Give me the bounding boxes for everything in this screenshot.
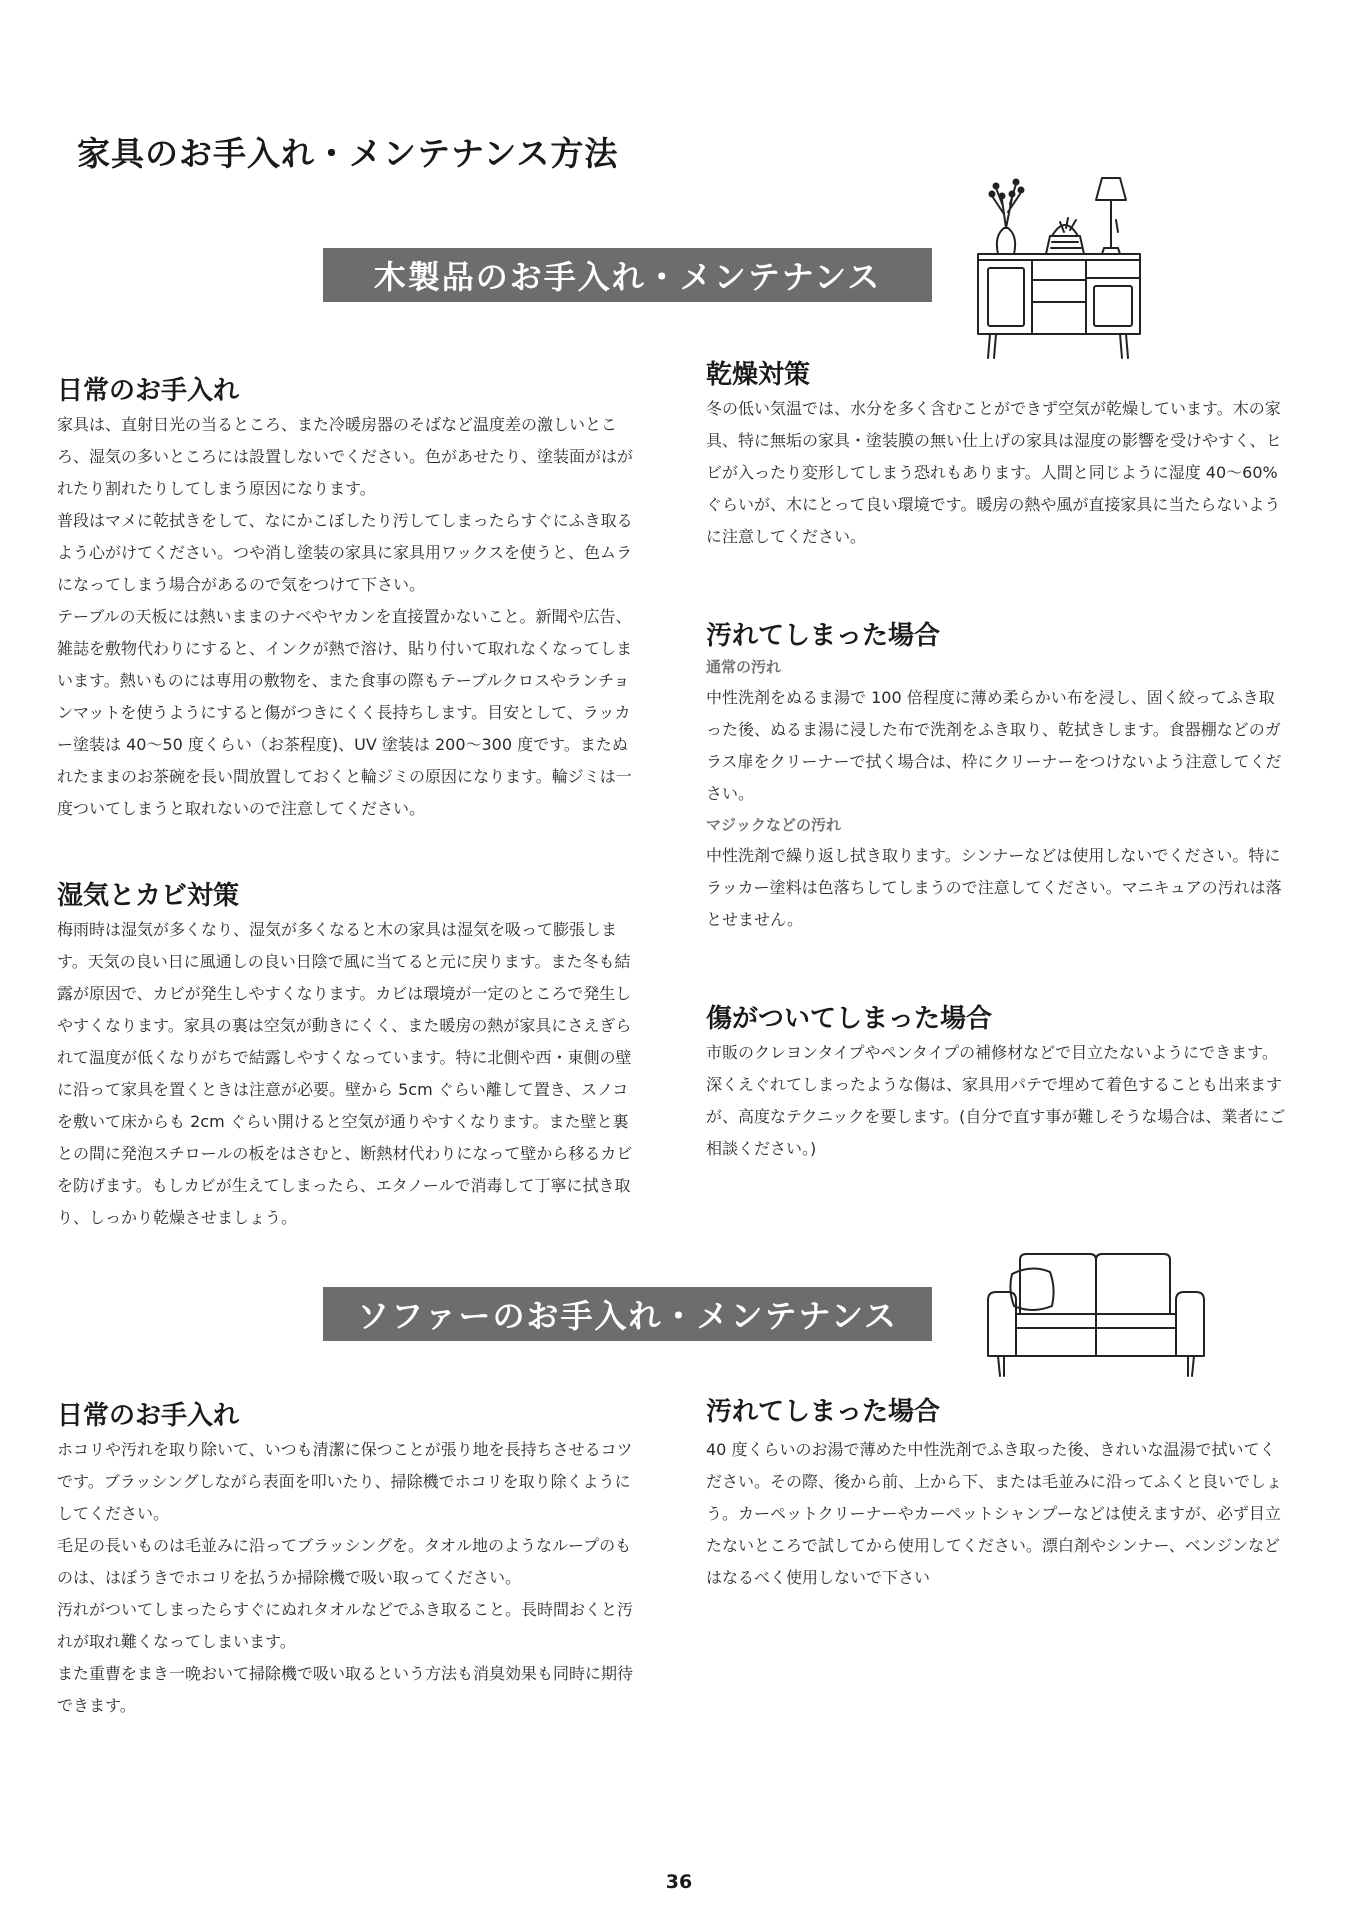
wood-stain-subheading: 通常の汚れ	[706, 658, 782, 676]
sofa-daily-heading: 日常のお手入れ	[57, 1401, 240, 1431]
sideboard-illustration	[960, 170, 1150, 365]
sofa-section-banner: ソファーのお手入れ・メンテナンス	[323, 1287, 932, 1341]
wood-daily-heading: 日常のお手入れ	[57, 376, 240, 406]
sofa-stain-heading: 汚れてしまった場合	[706, 1397, 941, 1427]
wood-stain-heading: 汚れてしまった場合	[706, 621, 941, 651]
wood-scratch-paragraph: 市販のクレヨンタイプやペンタイプの補修材などで目立たないようにできます。深くえぐれてしまったような傷は、家具用パテで埋めて着色することも出来ますが、高度なテクニックを要します。(自分で直す事が難しそうな場合は、業者にご相談ください。)	[706, 1043, 1286, 1158]
page-number: 36	[665, 1871, 693, 1893]
sofa-illustration	[980, 1248, 1220, 1383]
wood-mold-heading: 湿気とカビ対策	[57, 881, 240, 911]
wood-daily-paragraph: 普段はマメに乾拭きをして、なにかこぼしたり汚してしまったらすぐにふき取るよう心がけてください。つや消し塗装の家具に家具用ワックスを使うと、色ムラになってしまう場合があるので気をつけて下さい。	[57, 511, 633, 594]
wood-dry-heading: 乾燥対策	[706, 360, 811, 390]
sofa-daily-paragraph: 汚れがついてしまったらすぐにぬれタオルなどでふき取ること。長時間おくと汚れが取れ難くなってしまいます。	[57, 1600, 634, 1651]
wood-stain-paragraph: 中性洗剤で繰り返し拭き取ります。シンナーなどは使用しないでください。特にラッカー塗料は色落ちしてしまうので注意してください。マニキュアの汚れは落とせません。	[706, 846, 1282, 929]
sofa-stain-paragraph: 40 度くらいのお湯で薄めた中性洗剤でふき取った後、きれいな温湯で拭いてください。その際、後から前、上から下、または毛並みに沿ってふくと良いでしょう。カーペットクリーナーやカーペットシャンプーなどは使えますが、必ず目立たないところで試してから使用してください。漂白剤やシンナー、ベンジンなどはなるべく使用しないで下さい	[706, 1440, 1283, 1587]
page-title: 家具のお手入れ・メンテナンス方法	[77, 134, 619, 173]
wood-daily-paragraph: 家具は、直射日光の当るところ、また冷暖房器のそばなど温度差の激しいところ、湿気の多いところには設置しないでください。色があせたり、塗装面がはがれたり割れたりしてしまう原因になります。	[57, 415, 634, 498]
wood-daily-paragraph: テーブルの天板には熱いままのナベやヤカンを直接置かないこと。新聞や広告、雑誌を敷物代わりにすると、インクが熱で溶け、貼り付いて取れなくなってしまいます。熱いものには専用の敷物を、また食事の際もテーブルクロスやランチョンマットを使うようにすると傷がつきにくく長持ちします。目安として、ラッカー塗装は 40〜50 度くらい（お茶程度)、UV 塗装は 200〜300 度です。またぬれたままのお茶碗を長い間放置しておくと輪ジミの原因になります。輪ジミは一度ついてしまうと取れないので注意してください。	[57, 607, 633, 818]
wood-mold-paragraph: 梅雨時は湿気が多くなり、湿気が多くなると木の家具は湿気を吸って膨張します。天気の良い日に風通しの良い日陰で風に当てると元に戻ります。また冬も結露が原因で、カビが発生しやすくなります。カビは環境が一定のところで発生しやすくなります。家具の裏は空気が動きにくく、また暖房の熱が家具にさえぎられて温度が低くなりがちで結露しやすくなっています。特に北側や西・東側の壁に沿って家具を置くときは注意が必要。壁から 5cm ぐらい離して置き、スノコを敷いて床からも 2cm ぐらい開けると空気が通りやすくなります。また壁と裏との間に発泡スチロールの板をはさむと、断熱材代わりになって壁から移るカビを防げます。もしカビが生えてしまったら、エタノールで消毒して丁寧に拭き取り、しっかり乾燥させましょう。	[57, 920, 633, 1227]
sofa-daily-paragraph: また重曹をまき一晩おいて掃除機で吸い取るという方法も消臭効果も同時に期待できます。	[57, 1664, 634, 1715]
wood-section-banner: 木製品のお手入れ・メンテナンス	[323, 248, 932, 302]
sofa-daily-paragraph: ホコリや汚れを取り除いて、いつも清潔に保つことが張り地を長持ちさせるコツです。ブラッシングしながら表面を叩いたり、掃除機でホコリを取り除くようにしてください。	[57, 1440, 633, 1523]
wood-stain-subheading: マジックなどの汚れ	[706, 816, 842, 834]
wood-stain-paragraph: 中性洗剤をぬるま湯で 100 倍程度に薄め柔らかい布を浸し、固く絞ってふき取った後、ぬるま湯に浸した布で洗剤をふき取り、乾拭きします。食器棚などのガラス扉をクリーナーで拭く場合は、枠にクリーナーをつけないよう注意してください。	[706, 688, 1282, 803]
wood-scratch-heading: 傷がついてしまった場合	[706, 1004, 993, 1034]
wood-dry-paragraph: 冬の低い気温では、水分を多く含むことができず空気が乾燥しています。木の家具、特に無垢の家具・塗装膜の無い仕上げの家具は湿度の影響を受けやすく、ヒビが入ったり変形してしまう恐れもあります。人間と同じように湿度 40〜60%ぐらいが、木にとって良い環境です。暖房の熱や風が直接家具に当たらないように注意してください。	[706, 399, 1282, 546]
sofa-daily-paragraph: 毛足の長いものは毛並みに沿ってブラッシングを。タオル地のようなループのものは、はぼうきでホコリを払うか掃除機で吸い取ってください。	[57, 1536, 632, 1587]
